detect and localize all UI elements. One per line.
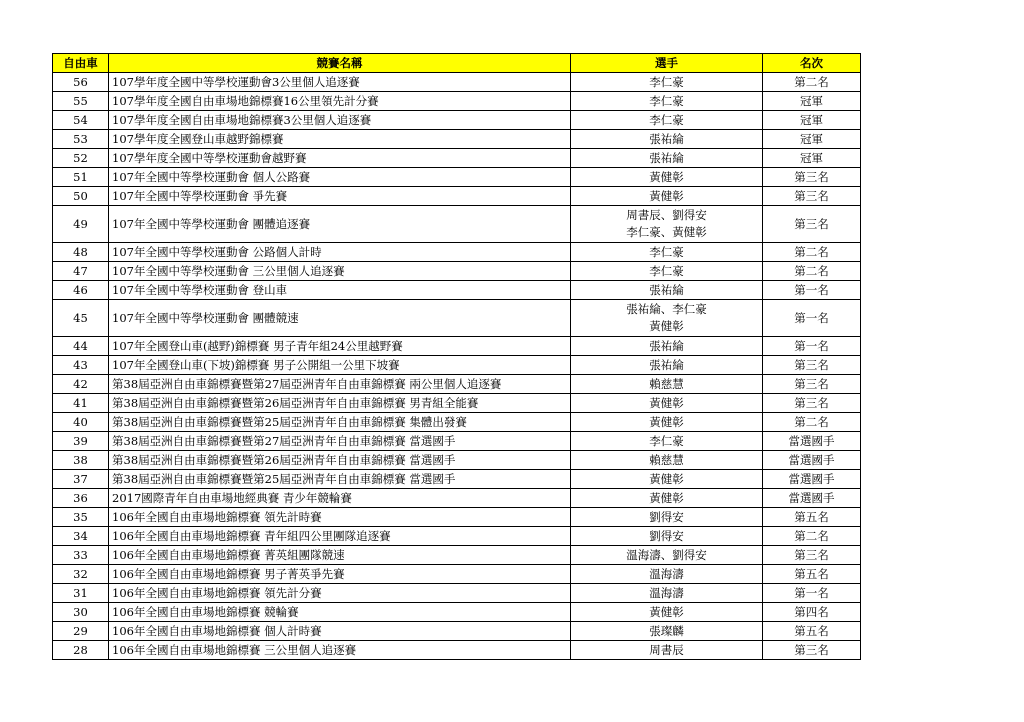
- table-row: [53, 92, 861, 111]
- rank: 第三名: [763, 187, 861, 206]
- event-name: 107年全國中等學校運動會 公路個人計時: [109, 243, 571, 262]
- rider-name: 黃健彰: [649, 490, 684, 505]
- rider-cell: [571, 130, 763, 149]
- entry-number: 52: [53, 149, 109, 168]
- table-row: [53, 413, 861, 432]
- table-row: [53, 149, 861, 168]
- rider-name: 溫海濤、劉得安: [626, 547, 707, 562]
- rider-cell: [571, 603, 763, 622]
- entry-number: 42: [53, 375, 109, 394]
- entry-number: 50: [53, 187, 109, 206]
- table-row: [53, 394, 861, 413]
- table-row: [53, 206, 861, 243]
- event-name: 107年全國中等學校運動會 團體追逐賽: [109, 206, 571, 243]
- rider-name: 李仁豪: [649, 433, 684, 448]
- table-row: [53, 337, 861, 356]
- rider-cell: [571, 622, 763, 641]
- rank: 第三名: [763, 394, 861, 413]
- event-name: 第38屆亞洲自由車錦標賽暨第26屆亞洲青年自由車錦標賽 男青組全能賽: [109, 394, 571, 413]
- rider-cell: [571, 356, 763, 375]
- entry-number: 32: [53, 565, 109, 584]
- rider-cell: [571, 73, 763, 92]
- rank: 當選國手: [763, 470, 861, 489]
- event-name: 第38屆亞洲自由車錦標賽暨第25屆亞洲青年自由車錦標賽 當選國手: [109, 470, 571, 489]
- rider-cell: [571, 149, 763, 168]
- table-row: [53, 281, 861, 300]
- rider-name: 劉得安: [649, 509, 684, 524]
- rider-name: 張祐綸: [649, 338, 684, 353]
- rider-cell: [571, 527, 763, 546]
- event-name: 106年全國自由車場地錦標賽 三公里個人追逐賽: [109, 641, 571, 660]
- event-name: 107學年度全國自由車場地錦標賽3公里個人追逐賽: [109, 111, 571, 130]
- rank: 第三名: [763, 356, 861, 375]
- table-row: [53, 262, 861, 281]
- rider-name: 黃健彰: [649, 414, 684, 429]
- event-name: 107學年度全國登山車越野錦標賽: [109, 130, 571, 149]
- header-event-name: 競賽名稱: [109, 54, 571, 73]
- event-name: 106年全國自由車場地錦標賽 菁英組團隊競速: [109, 546, 571, 565]
- rider-name: 李仁豪: [649, 74, 684, 89]
- table-row: [53, 111, 861, 130]
- entry-number: 51: [53, 168, 109, 187]
- rider-cell: [571, 111, 763, 130]
- event-name: 107年全國中等學校運動會 個人公路賽: [109, 168, 571, 187]
- rider-cell: [571, 300, 763, 337]
- rank: 第二名: [763, 527, 861, 546]
- rider-cell: [571, 168, 763, 187]
- rank: 第三名: [763, 168, 861, 187]
- entry-number: 54: [53, 111, 109, 130]
- entry-number: 28: [53, 641, 109, 660]
- rank: 第三名: [763, 375, 861, 394]
- event-name: 第38屆亞洲自由車錦標賽暨第27屆亞洲青年自由車錦標賽 當選國手: [109, 432, 571, 451]
- table-row: [53, 527, 861, 546]
- rider-cell: [571, 281, 763, 300]
- entry-number: 46: [53, 281, 109, 300]
- event-name: 107年全國中等學校運動會 團體競速: [109, 300, 571, 337]
- event-name: 107年全國中等學校運動會 爭先賽: [109, 187, 571, 206]
- rider-cell: [571, 451, 763, 470]
- rider-name: 黃健彰: [649, 319, 684, 333]
- rider-name: 黃健彰: [649, 169, 684, 184]
- table-row: [53, 641, 861, 660]
- event-name: 2017國際青年自由車場地經典賽 青少年競輪賽: [109, 489, 571, 508]
- event-name: 第38屆亞洲自由車錦標賽暨第27屆亞洲青年自由車錦標賽 兩公里個人追逐賽: [109, 375, 571, 394]
- rank: 冠軍: [763, 111, 861, 130]
- table-row: [53, 187, 861, 206]
- entry-number: 38: [53, 451, 109, 470]
- rider-name: 李仁豪、黃健彰: [626, 225, 707, 239]
- event-name: 107年全國登山車(越野)錦標賽 男子青年組24公里越野賽: [109, 337, 571, 356]
- entry-number: 47: [53, 262, 109, 281]
- rank: 第一名: [763, 584, 861, 603]
- rank: 第五名: [763, 508, 861, 527]
- event-name: 106年全國自由車場地錦標賽 青年組四公里團隊追逐賽: [109, 527, 571, 546]
- rider-cell: [571, 243, 763, 262]
- rank: 第三名: [763, 641, 861, 660]
- rider-name: 張祐綸: [649, 357, 684, 372]
- rider-cell: [571, 92, 763, 111]
- rider-name: 周書辰、劉得安: [626, 208, 707, 222]
- rider-name: 溫海濤: [649, 566, 684, 581]
- entry-number: 37: [53, 470, 109, 489]
- rider-name: 黃健彰: [649, 188, 684, 203]
- event-name: 第38屆亞洲自由車錦標賽暨第25屆亞洲青年自由車錦標賽 集體出發賽: [109, 413, 571, 432]
- rider-cell: [571, 337, 763, 356]
- event-name: 107學年度全國自由車場地錦標賽16公里領先計分賽: [109, 92, 571, 111]
- event-name: 107學年度全國中等學校運動會3公里個人追逐賽: [109, 73, 571, 92]
- rider-name: 賴慈慧: [649, 376, 684, 391]
- event-name: 106年全國自由車場地錦標賽 領先計時賽: [109, 508, 571, 527]
- entry-number: 56: [53, 73, 109, 92]
- event-name: 106年全國自由車場地錦標賽 男子菁英爭先賽: [109, 565, 571, 584]
- table-row: [53, 451, 861, 470]
- table-row: [53, 603, 861, 622]
- rider-name: 張祐綸: [649, 282, 684, 297]
- rider-name: 李仁豪: [649, 263, 684, 278]
- rider-name: 張祐綸: [649, 131, 684, 146]
- rider-name: 張祐綸: [649, 150, 684, 165]
- table-row: [53, 565, 861, 584]
- rank: 第一名: [763, 337, 861, 356]
- table-row: [53, 73, 861, 92]
- rider-cell: [571, 565, 763, 584]
- header-cycling: 自由車: [53, 54, 109, 73]
- entry-number: 34: [53, 527, 109, 546]
- results-table: [52, 53, 861, 660]
- rank: 第二名: [763, 73, 861, 92]
- table-row: [53, 168, 861, 187]
- rider-name: 黃健彰: [649, 604, 684, 619]
- rank: 第一名: [763, 281, 861, 300]
- rider-name: 李仁豪: [649, 112, 684, 127]
- entry-number: 43: [53, 356, 109, 375]
- rider-name: 溫海濤: [649, 585, 684, 600]
- table-row: [53, 470, 861, 489]
- rank: 當選國手: [763, 451, 861, 470]
- rider-cell: [571, 641, 763, 660]
- rider-cell: [571, 413, 763, 432]
- rider-name: 張祐綸、李仁豪: [626, 302, 707, 316]
- entry-number: 45: [53, 300, 109, 337]
- rank: 冠軍: [763, 92, 861, 111]
- rider-name: 張璨麟: [649, 623, 684, 638]
- event-name: 106年全國自由車場地錦標賽 個人計時賽: [109, 622, 571, 641]
- rider-cell: [571, 584, 763, 603]
- header-rank: 名次: [763, 54, 861, 73]
- entry-number: 49: [53, 206, 109, 243]
- table-row: [53, 489, 861, 508]
- entry-number: 41: [53, 394, 109, 413]
- event-name: 106年全國自由車場地錦標賽 領先計分賽: [109, 584, 571, 603]
- entry-number: 55: [53, 92, 109, 111]
- rank: 冠軍: [763, 130, 861, 149]
- table-row: [53, 584, 861, 603]
- rank: 當選國手: [763, 432, 861, 451]
- entry-number: 53: [53, 130, 109, 149]
- header-row: [53, 54, 861, 73]
- entry-number: 48: [53, 243, 109, 262]
- table-row: [53, 546, 861, 565]
- table-row: [53, 130, 861, 149]
- rider-cell: [571, 432, 763, 451]
- rider-name: 黃健彰: [649, 471, 684, 486]
- rider-name: 黃健彰: [649, 395, 684, 410]
- rider-cell: [571, 262, 763, 281]
- rank: 當選國手: [763, 489, 861, 508]
- rank: 第二名: [763, 262, 861, 281]
- rider-cell: [571, 546, 763, 565]
- rider-cell: [571, 470, 763, 489]
- event-name: 107年全國登山車(下坡)錦標賽 男子公開組一公里下坡賽: [109, 356, 571, 375]
- table-row: [53, 622, 861, 641]
- table-row: [53, 243, 861, 262]
- rider-name: 李仁豪: [649, 244, 684, 259]
- table-row: [53, 300, 861, 337]
- rider-cell: [571, 375, 763, 394]
- rider-name: 李仁豪: [649, 93, 684, 108]
- entry-number: 44: [53, 337, 109, 356]
- rank: 第五名: [763, 622, 861, 641]
- entry-number: 30: [53, 603, 109, 622]
- rank: 第二名: [763, 413, 861, 432]
- rider-cell: [571, 508, 763, 527]
- event-name: 107年全國中等學校運動會 三公里個人追逐賽: [109, 262, 571, 281]
- rank: 第三名: [763, 206, 861, 243]
- entry-number: 36: [53, 489, 109, 508]
- rider-cell: [571, 206, 763, 243]
- table-row: [53, 508, 861, 527]
- table-row: [53, 356, 861, 375]
- rider-cell: [571, 187, 763, 206]
- table-row: [53, 432, 861, 451]
- entry-number: 39: [53, 432, 109, 451]
- entry-number: 33: [53, 546, 109, 565]
- rider-cell: [571, 394, 763, 413]
- event-name: 107學年度全國中等學校運動會越野賽: [109, 149, 571, 168]
- header-rider: 選手: [571, 54, 763, 73]
- entry-number: 29: [53, 622, 109, 641]
- event-name: 106年全國自由車場地錦標賽 競輪賽: [109, 603, 571, 622]
- rider-name: 賴慈慧: [649, 452, 684, 467]
- rank: 冠軍: [763, 149, 861, 168]
- event-name: 第38屆亞洲自由車錦標賽暨第26屆亞洲青年自由車錦標賽 當選國手: [109, 451, 571, 470]
- rank: 第一名: [763, 300, 861, 337]
- rank: 第五名: [763, 565, 861, 584]
- entry-number: 35: [53, 508, 109, 527]
- rank: 第三名: [763, 546, 861, 565]
- table-row: [53, 375, 861, 394]
- rider-cell: [571, 489, 763, 508]
- rider-name: 劉得安: [649, 528, 684, 543]
- entry-number: 31: [53, 584, 109, 603]
- rider-name: 周書辰: [649, 642, 684, 657]
- rank: 第四名: [763, 603, 861, 622]
- entry-number: 40: [53, 413, 109, 432]
- event-name: 107年全國中等學校運動會 登山車: [109, 281, 571, 300]
- rank: 第二名: [763, 243, 861, 262]
